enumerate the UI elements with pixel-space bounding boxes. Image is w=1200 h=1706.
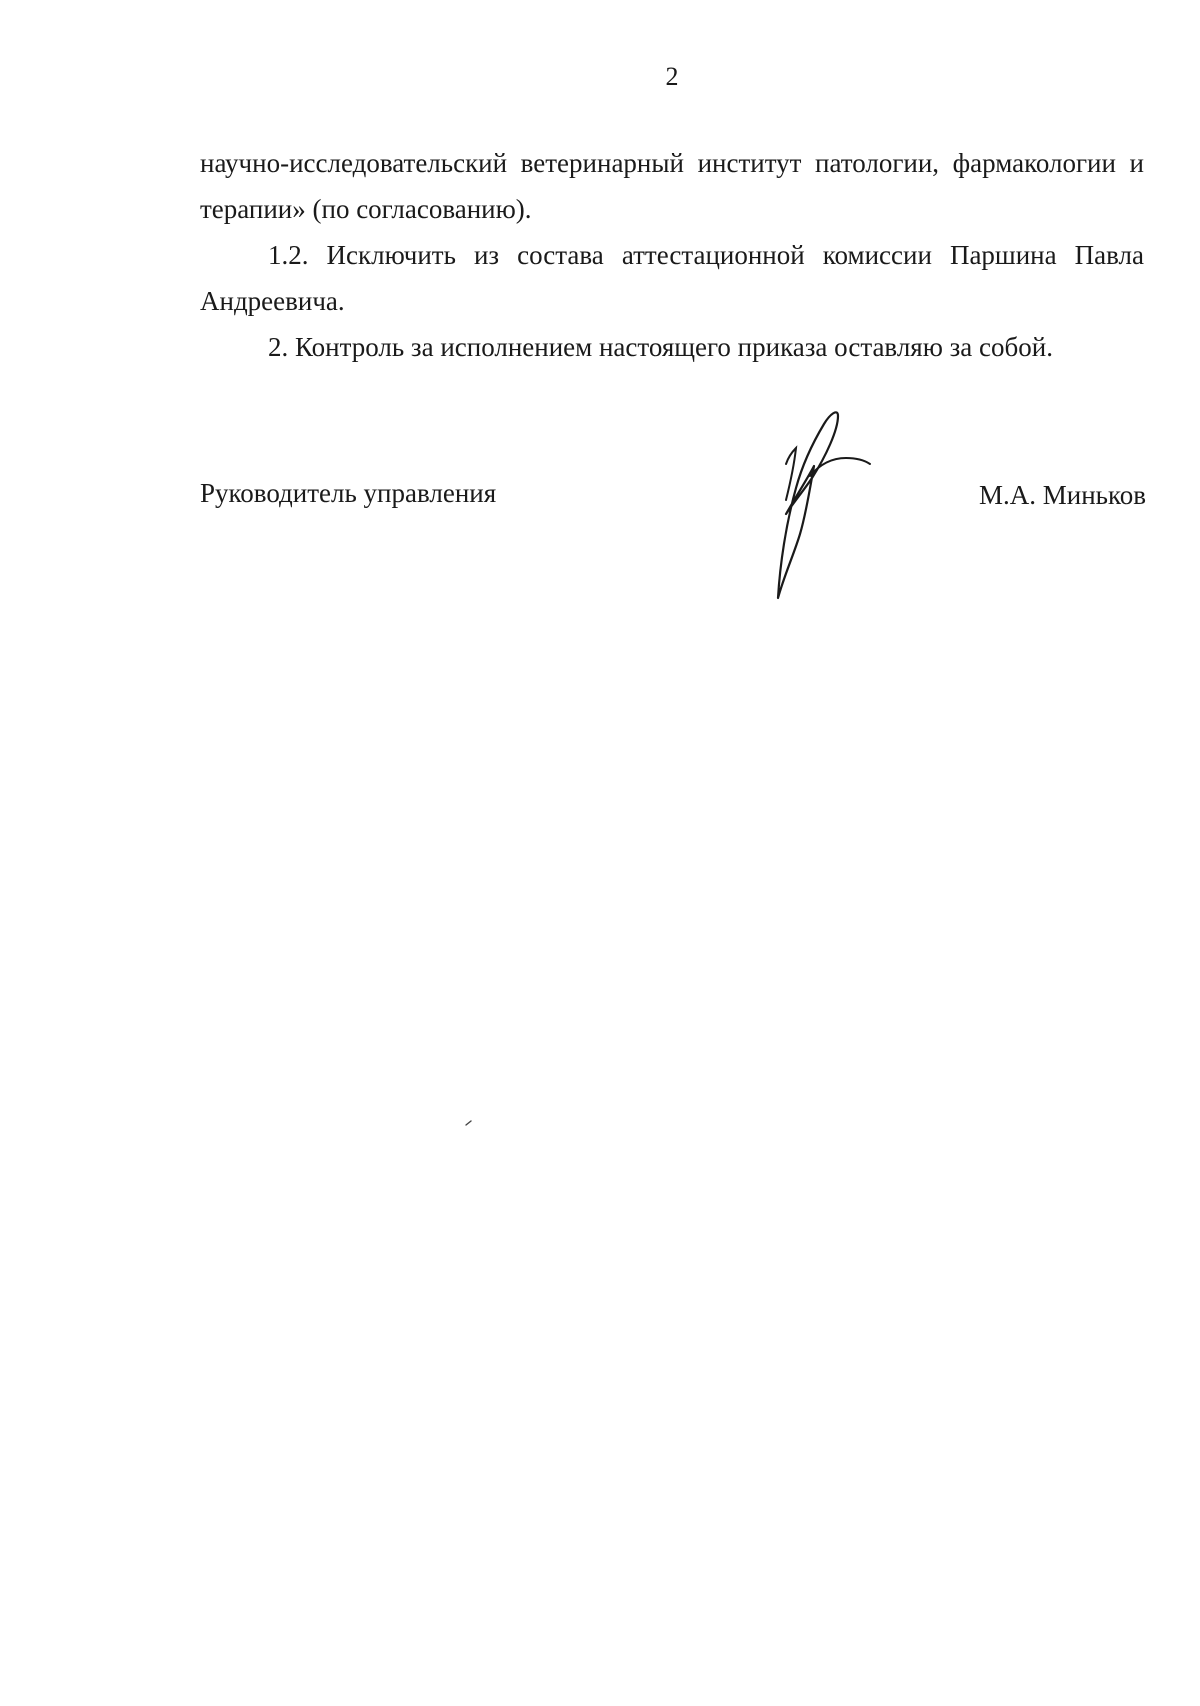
- paragraph-item-2: 2. Контроль за исполнением настоящего приказа оставляю за собой.: [268, 332, 1053, 362]
- page-number: 2: [665, 62, 679, 91]
- paragraph-item-1-2: 1.2. Исключить из состава аттестационной комиссии Паршина Павла Андреевича.: [200, 240, 1144, 316]
- document-body: [200, 140, 1144, 370]
- signatory-name: М.А. Миньков: [979, 480, 1146, 510]
- signature-block: [200, 478, 1146, 518]
- handwritten-signature: [766, 404, 876, 600]
- paragraph-continuation: научно-исследовательский ветеринарный институт патологии, фармакологии и терапии» (по согласованию).: [200, 148, 1144, 224]
- scan-speck: [464, 1120, 474, 1126]
- signatory-title: Руководитель управления: [200, 478, 497, 508]
